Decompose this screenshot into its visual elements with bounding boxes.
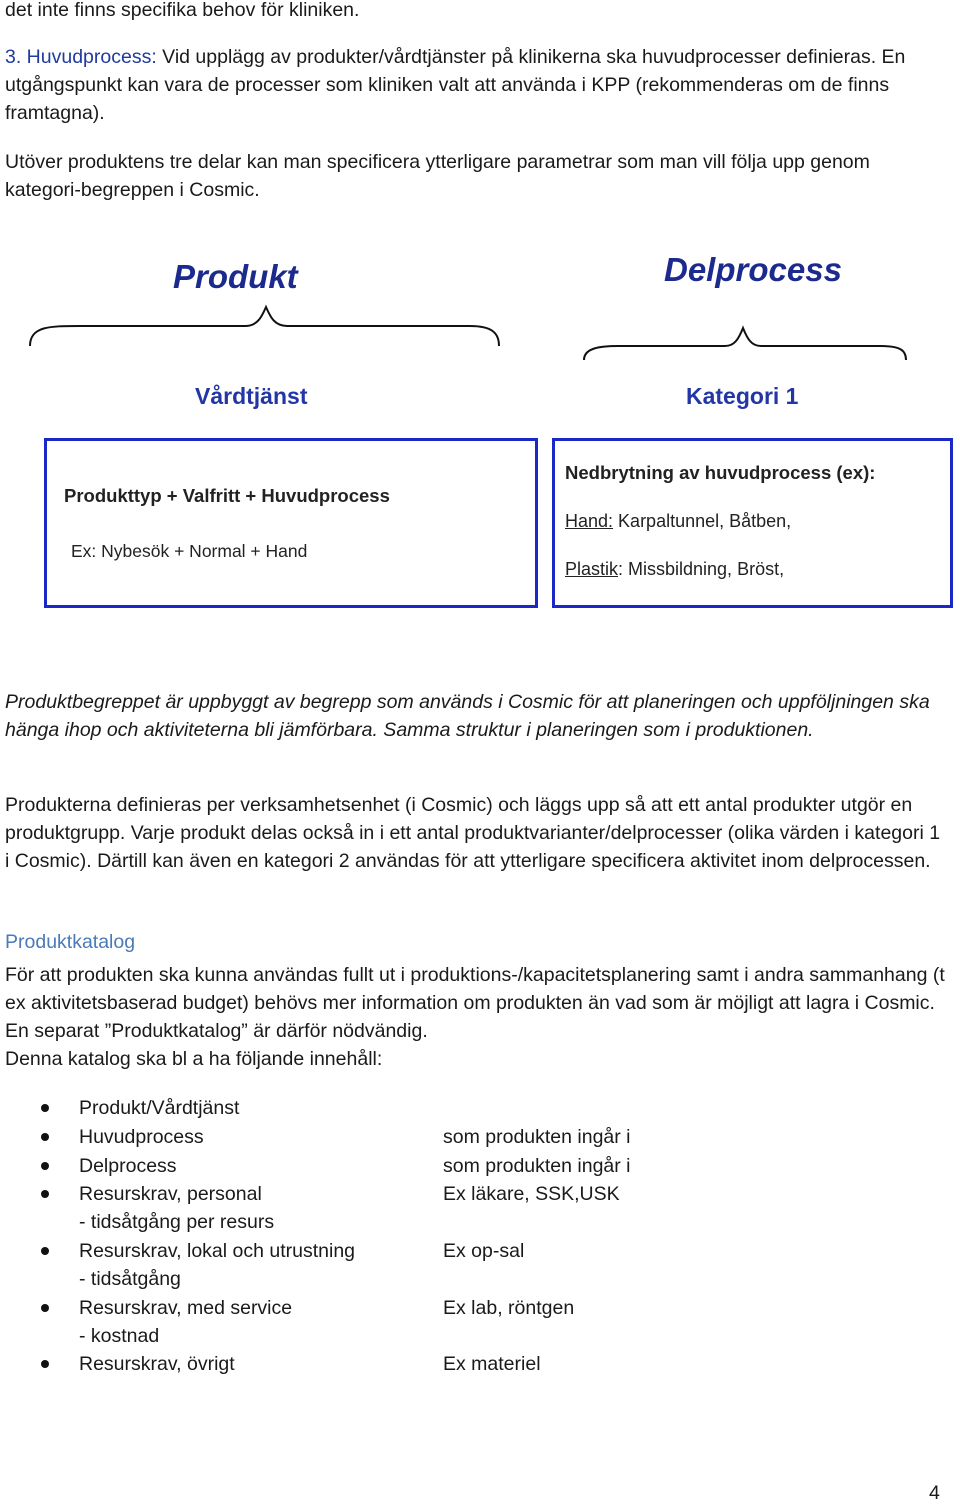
list-item-label: Resurskrav, övrigt <box>79 1353 235 1375</box>
list-item-value: Ex materiel <box>443 1353 541 1375</box>
huvudprocess-label: 3. Huvudprocess: <box>5 46 157 68</box>
list-item <box>0 1123 960 1151</box>
delprocess-heading: Nedbrytning av huvudprocess (ex): <box>565 462 876 483</box>
page-number: 4 <box>929 1482 940 1504</box>
list-item-value: Ex läkare, SSK,USK <box>443 1183 620 1205</box>
huvudprocess-text: Vid upplägg av produkter/vårdtjänster på klinikerna ska huvudprocesser definieras. En utgångspunkt kan vara de processer som kliniken valt att använda i KPP (rekommenderas om de finns framtagna). <box>5 46 906 124</box>
list-item-sub: - tidsåtgång per resurs <box>79 1211 275 1233</box>
list-item-value: Ex lab, röntgen <box>443 1297 575 1319</box>
katalog-text: För att produkten ska kunna användas fullt ut i produktions-/kapacitetsplanering samt i andra sammanhang (t ex aktivitetsbaserad budget) behövs mer information om produkten än vad som är möjligt att lagra i Cosmic. En separat ”Produktkatalog” är därför nödvändig. <box>5 964 945 1042</box>
produkt-box <box>44 438 538 608</box>
bullet-icon <box>41 1162 49 1170</box>
diagram-subtitle-kategori: Kategori 1 <box>686 383 799 409</box>
diagram-title-delprocess: Delprocess <box>664 251 842 288</box>
plastik-values: : Missbildning, Bröst, <box>618 559 785 579</box>
curly-braces <box>0 0 960 380</box>
brace-produkt <box>30 307 499 346</box>
paragraph-extra-parameters: Utöver produktens tre delar kan man specificera ytterligare parametrar som man vill följa upp genom kategori-begreppen i Cosmic. <box>5 151 870 201</box>
list-item <box>0 1294 960 1322</box>
produkt-example: Ex: Nybesök + Normal + Hand <box>71 541 308 561</box>
plastik-label: Plastik <box>565 559 619 579</box>
list-item <box>0 1094 960 1122</box>
list-item-label: Resurskrav, personal <box>79 1183 262 1205</box>
list-item-label: Resurskrav, med service <box>79 1297 293 1319</box>
list-item-sub: - kostnad <box>79 1325 160 1347</box>
list-item-label: Produkt/Vårdtjänst <box>79 1097 240 1119</box>
hand-values: Karpaltunnel, Båtben, <box>613 511 792 531</box>
produkt-formula: Produkttyp + Valfritt + Huvudprocess <box>64 485 390 506</box>
list-item <box>0 1180 960 1208</box>
list-item-value: som produkten ingår i <box>443 1155 631 1177</box>
heading-produktkatalog: Produktkatalog <box>5 931 136 953</box>
paragraph-produktdefinition: Produkterna definieras per verksamhetsenhet (i Cosmic) och läggs upp så att ett antal produkter utgör en produktgrupp. Varje produkt delas också in i ett antal produktvarianter/delprocesser (olika värden i kategori 1 i Cosmic). Därtill kan även en kategori 2 användas för att ytterligare specificera aktivitet inom delprocessen. <box>5 794 941 872</box>
hand-label: Hand: <box>565 511 614 531</box>
delprocess-row-hand <box>565 511 791 532</box>
paragraph-produktbegrepp: Produktbegreppet är uppbyggt av begrepp som används i Cosmic för att planeringen och uppföljningen ska hänga ihop och aktiviteterna bli jämförbara. Samma struktur i planeringen som i produktionen. <box>5 691 930 741</box>
list-item-value: Ex op-sal <box>443 1240 525 1262</box>
paragraph-top-line: det inte finns specifika behov för kliniken. <box>5 0 360 21</box>
bullet-icon <box>41 1190 49 1198</box>
diagram-subtitle-vardtjanst: Vårdtjänst <box>195 383 308 409</box>
list-item <box>0 1152 960 1180</box>
diagram-title-produkt: Produkt <box>173 258 298 295</box>
katalog-intro: Denna katalog ska bl a ha följande innehåll: <box>5 1048 383 1070</box>
list-item-label: Huvudprocess <box>79 1126 204 1148</box>
bullet-icon <box>41 1104 49 1112</box>
bullet-icon <box>41 1133 49 1141</box>
delprocess-box <box>552 438 953 608</box>
list-item <box>0 1350 960 1378</box>
bullet-icon <box>41 1304 49 1312</box>
bullet-icon <box>41 1360 49 1368</box>
list-item <box>0 1237 960 1265</box>
list-item-sub: - tidsåtgång <box>79 1268 181 1290</box>
bullet-icon <box>41 1247 49 1255</box>
brace-delprocess <box>584 328 906 360</box>
paragraph-produktkatalog <box>5 961 945 1073</box>
list-item-label: Resurskrav, lokal och utrustning <box>79 1240 356 1262</box>
list-item-label: Delprocess <box>79 1155 177 1177</box>
list-item-value: som produkten ingår i <box>443 1126 631 1148</box>
delprocess-row-plastik <box>565 559 784 580</box>
